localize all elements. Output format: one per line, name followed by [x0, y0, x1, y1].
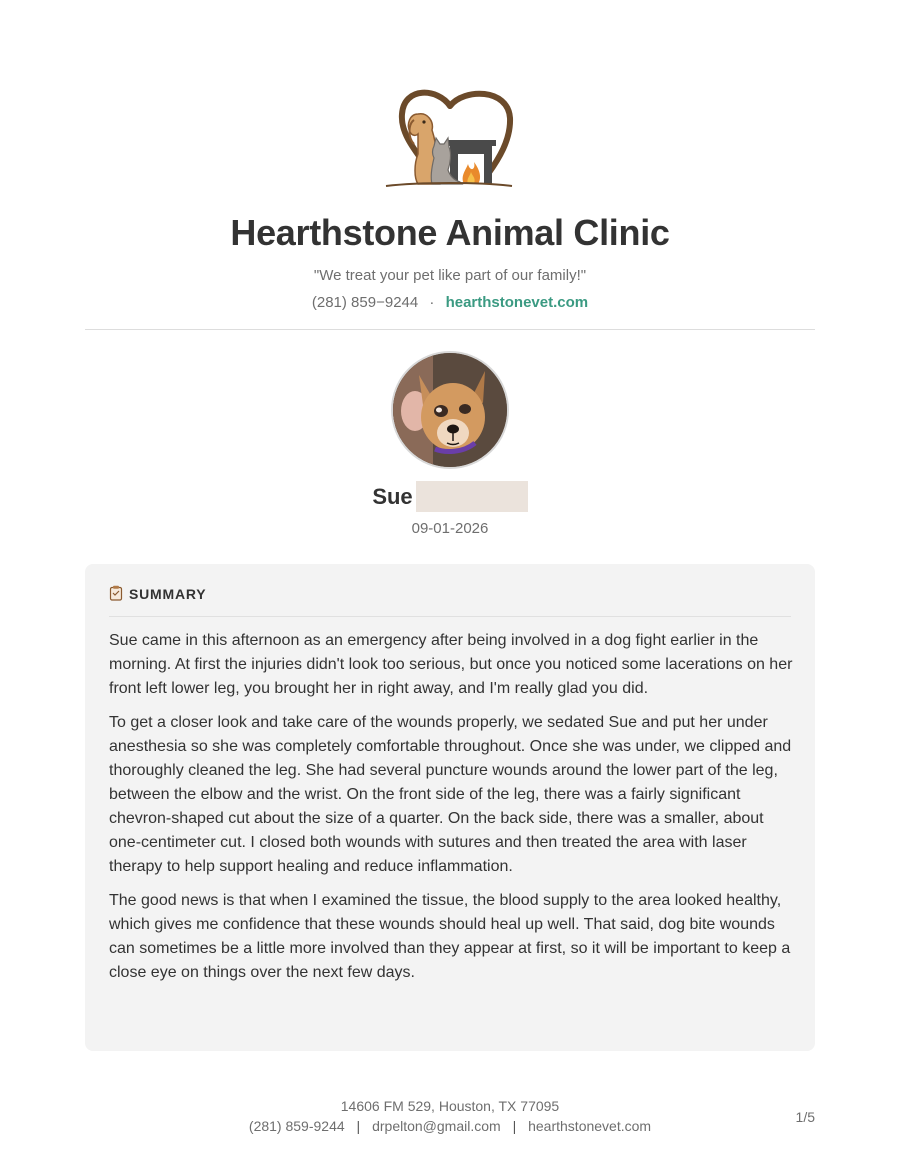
footer-divider: | — [356, 1118, 361, 1134]
summary-title: SUMMARY — [129, 586, 207, 602]
summary-card — [85, 564, 815, 1051]
footer-email: drpelton@gmail.com — [372, 1118, 501, 1134]
summary-body — [109, 629, 799, 995]
clinic-tagline: "We treat your pet like part of our family!" — [313, 267, 587, 284]
pet-last-name-redacted — [416, 481, 528, 512]
contact-separator: · — [429, 294, 435, 311]
clinic-contact-line — [0, 294, 900, 311]
footer-website: hearthstonevet.com — [528, 1118, 652, 1134]
summary-paragraph: Sue came in this afternoon as an emergency after being involved in a dog fight earlier in the morning. At first the injuries didn't look too serious, but once you noticed some lacerations on her front left lower leg, you brought her in right away, and I'm really glad you did. — [109, 632, 793, 697]
page-number: 1/5 — [795, 1109, 815, 1125]
clipboard-icon — [109, 585, 123, 601]
dog-cat-fireplace-heart-logo — [380, 84, 520, 194]
footer-contact — [0, 1118, 900, 1134]
header-divider — [85, 329, 815, 330]
footer-address: 14606 FM 529, Houston, TX 77095 — [340, 1098, 560, 1114]
pet-avatar — [391, 351, 509, 469]
pet-name — [0, 481, 900, 512]
summary-paragraph: To get a closer look and take care of the wounds properly, we sedated Sue and put her under anesthesia so she was completely comfortable throughout. Once she was under, we clipped and thoroughly cleaned the leg. She had several puncture wounds around the lower part of the leg, between the elbow and the wrist. On the front side of the leg, there was a fairly significant chevron-shaped cut about the size of a quarter. On the back side, there was a smaller, about one-centimeter cut. I closed both wounds with sutures and then treated the area with laser therapy to help support healing and reduce inflammation. — [109, 714, 792, 875]
pet-first-name: Sue — [372, 483, 413, 509]
clinic-name: Hearthstone Animal Clinic — [230, 212, 670, 253]
clinic-logo — [380, 84, 520, 194]
clinic-phone: (281) 859−9244 — [311, 294, 419, 311]
footer-divider: | — [512, 1118, 517, 1134]
summary-header — [109, 586, 791, 617]
clinic-website-link[interactable]: hearthstonevet.com — [445, 294, 589, 311]
footer-phone: (281) 859-9244 — [248, 1118, 345, 1134]
visit-date: 09-01-2026 — [411, 520, 489, 537]
dog-photo — [393, 353, 507, 467]
summary-paragraph: The good news is that when I examined the tissue, the blood supply to the area looked healthy, which gives me confidence that these wounds should heal up well. That said, dog bite wounds can sometimes be a little more involved than they appear at first, so it will be important to keep a close eye on things over the next few days. — [109, 892, 791, 981]
